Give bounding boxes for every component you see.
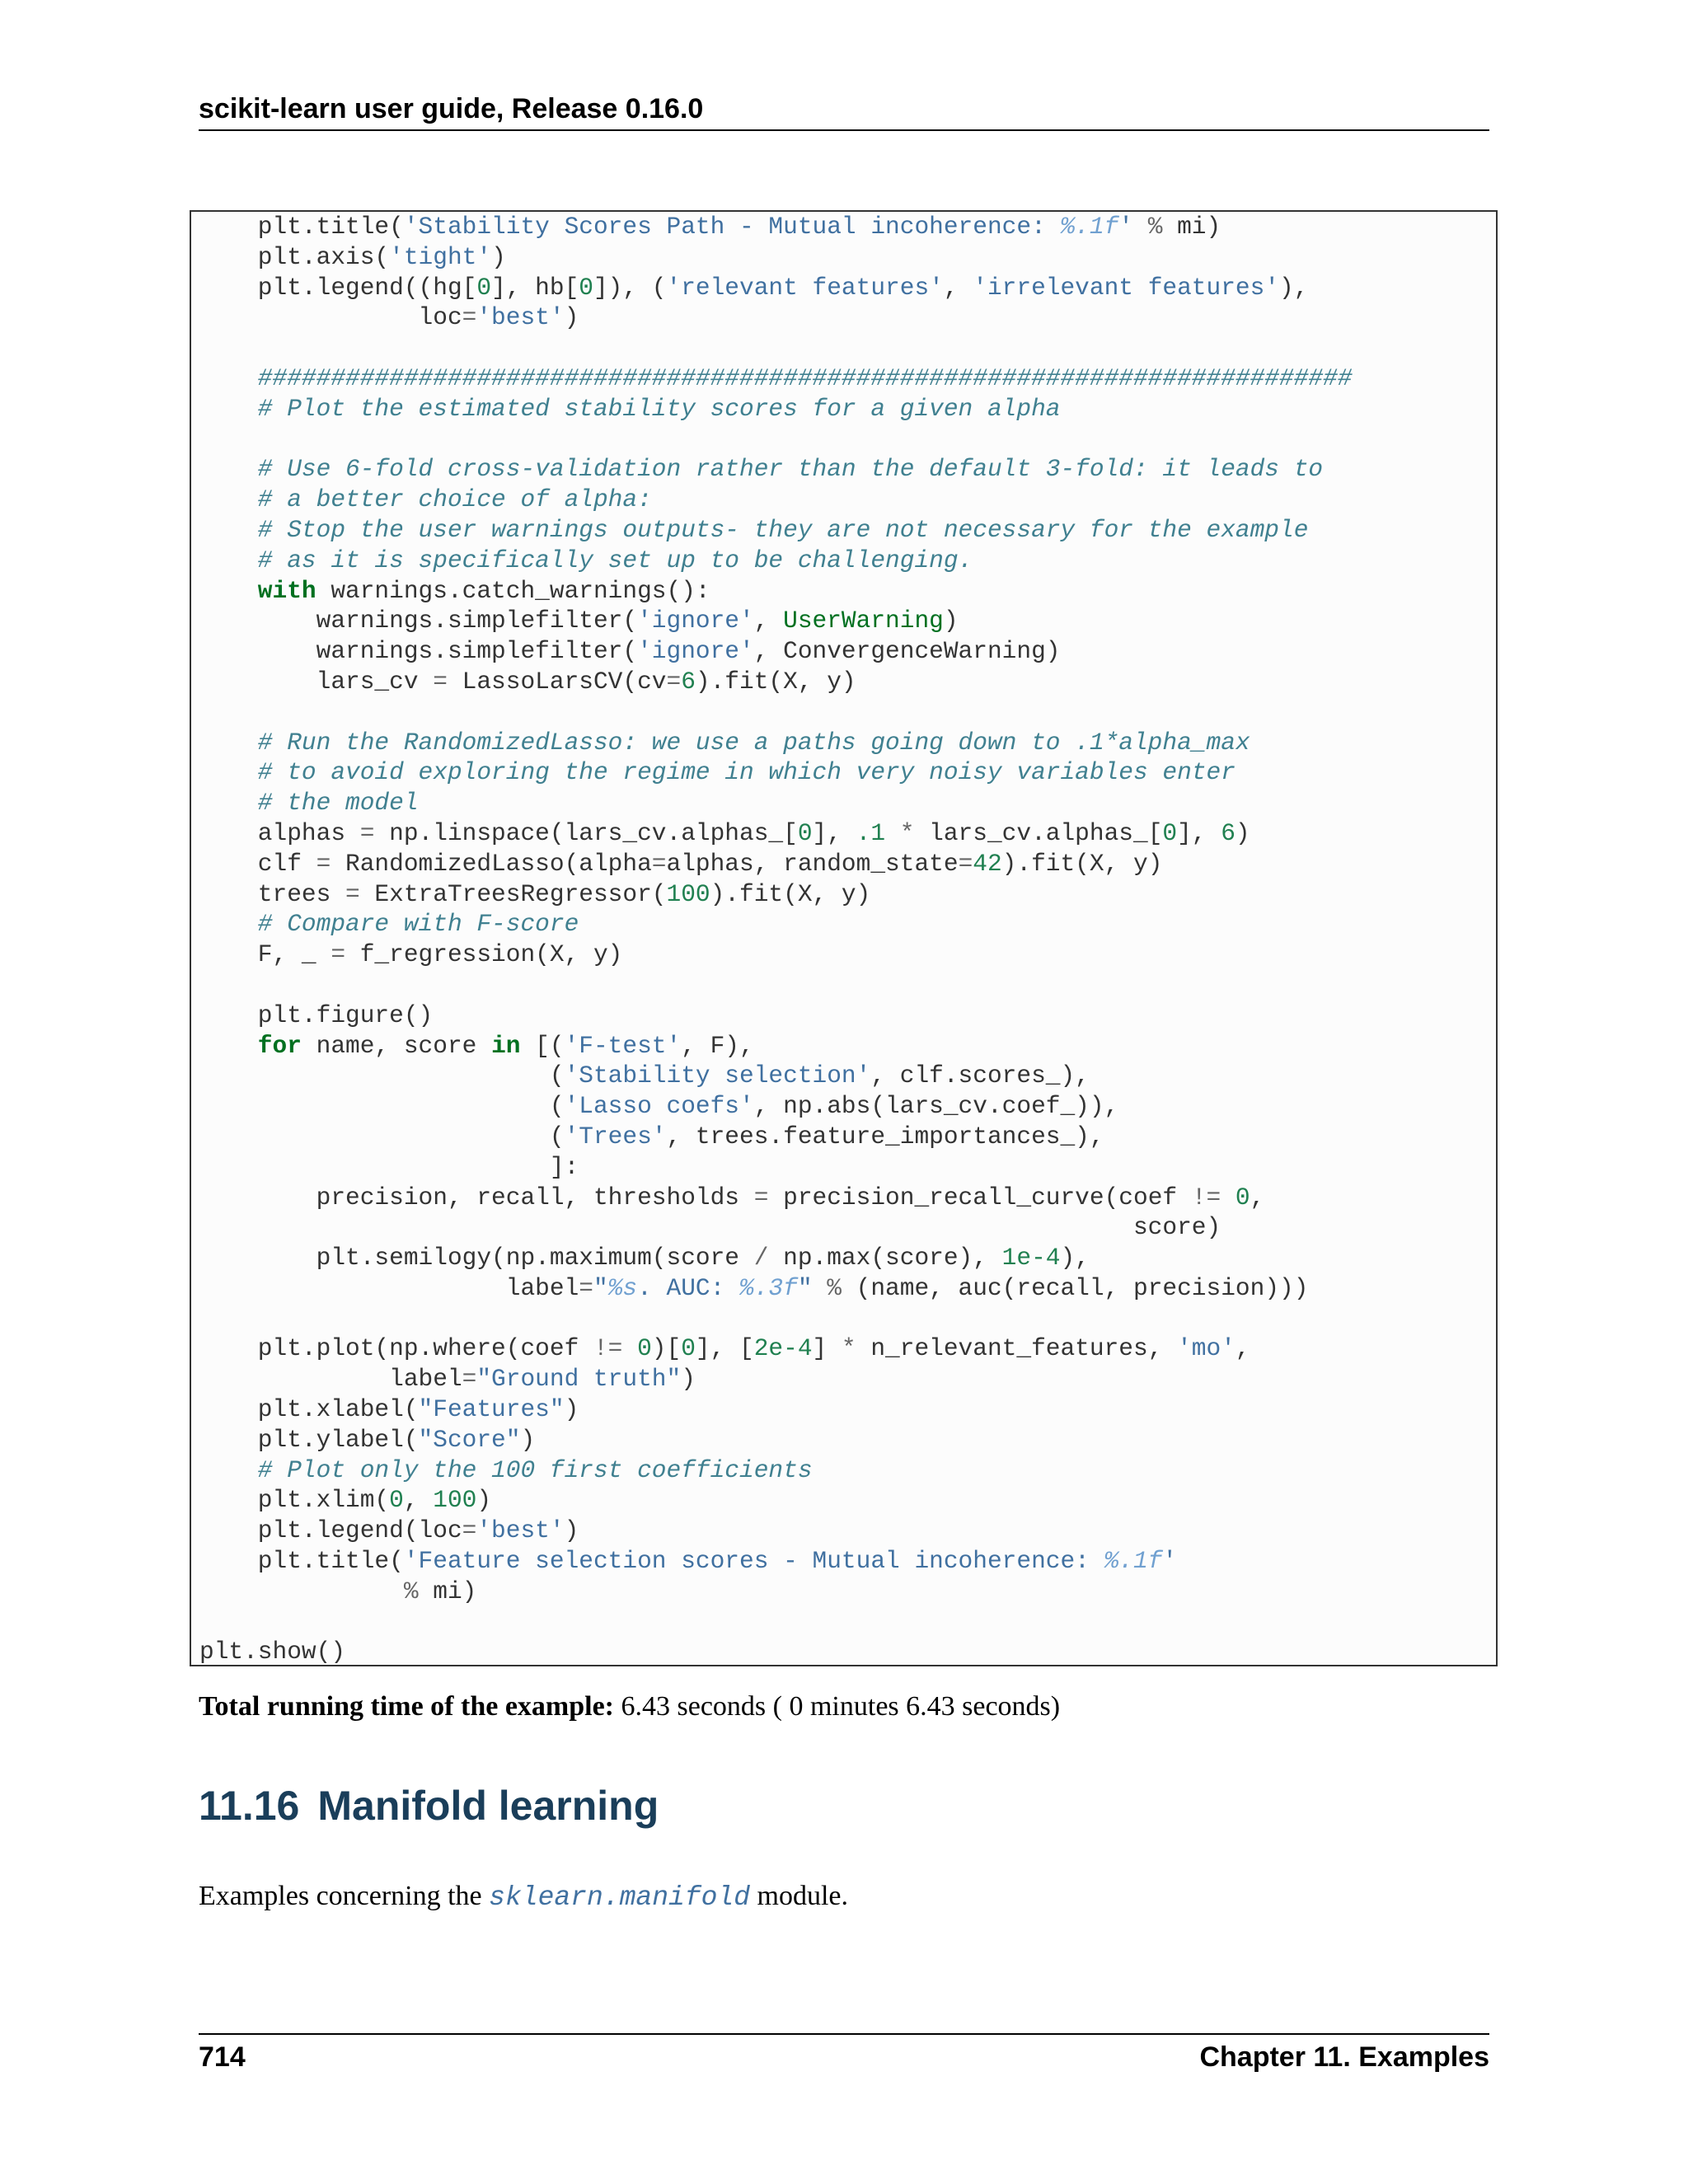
code-token: # a better choice of alpha:	[199, 485, 652, 514]
code-token: plt.show()	[199, 1638, 346, 1666]
code-token: ,	[1250, 1183, 1265, 1212]
running-time-note	[199, 1691, 1060, 1722]
code-token: plt.semilogy(np.maximum(score	[199, 1244, 754, 1272]
code-line	[199, 636, 1353, 667]
code-token: . AUC:	[637, 1273, 740, 1302]
code-token: # as it is specifically set up to be challenging.	[199, 546, 973, 574]
code-token: )	[943, 607, 959, 635]
code-token: , F),	[681, 1031, 754, 1060]
code-token: LassoLarsCV(cv	[447, 667, 667, 696]
code-token: 2e-4	[753, 1334, 813, 1363]
code-token: F, _	[199, 940, 331, 969]
code-token: 0	[1162, 818, 1178, 847]
code-line	[199, 454, 1353, 485]
code-token: "Ground truth"	[476, 1365, 682, 1394]
code-token: ]	[812, 1334, 828, 1363]
code-token: )	[564, 1516, 579, 1545]
code-token: "	[593, 1273, 608, 1302]
code-token: label	[199, 1273, 579, 1302]
code-token: ),	[1060, 1244, 1090, 1272]
code-token: .1	[856, 818, 886, 847]
code-token: 1e-4	[1001, 1244, 1061, 1272]
code-line	[199, 1122, 1353, 1152]
code-line	[199, 1031, 1353, 1062]
code-token: , clf.scores_),	[870, 1062, 1090, 1090]
section-intro-paragraph	[199, 1881, 848, 1913]
code-token: warnings.simplefilter(	[199, 637, 638, 666]
code-token: plt.title(	[199, 213, 404, 241]
code-line	[199, 818, 1353, 849]
code-token: 0	[476, 273, 492, 302]
code-token: precision_recall_curve(coef	[768, 1183, 1192, 1212]
code-token: trees	[199, 879, 346, 908]
code-line	[199, 1001, 1353, 1031]
code-line	[199, 1577, 1353, 1607]
code-token: for	[199, 1031, 302, 1060]
code-token: plt.figure()	[199, 1001, 434, 1029]
section-title: Manifold learning	[317, 1783, 659, 1829]
code-token: 'Feature selection scores - Mutual incoherence:	[403, 1547, 1104, 1576]
code-token: 100	[433, 1486, 477, 1515]
code-token	[622, 1334, 637, 1362]
code-line	[199, 788, 1353, 818]
code-token: 'Trees'	[564, 1122, 667, 1151]
code-token: ,	[1235, 1334, 1250, 1363]
code-token: =	[331, 940, 346, 969]
code-token: %	[1133, 213, 1178, 241]
paragraph-text-after: module.	[750, 1881, 848, 1911]
code-token: %.1f	[1060, 213, 1119, 241]
code-token: 'ignore'	[637, 637, 754, 666]
code-token: ,	[753, 607, 784, 635]
code-line	[199, 1394, 1353, 1425]
code-token: ).fit(X, y)	[710, 879, 871, 908]
code-token: ),	[1279, 273, 1309, 302]
code-token: UserWarning	[783, 607, 944, 635]
code-line	[199, 940, 1353, 970]
code-token: [(	[520, 1031, 565, 1060]
code-token: lars_cv	[199, 667, 434, 696]
code-token: ], hb[	[491, 273, 579, 302]
code-line	[199, 424, 1353, 455]
code-token: 'Stability Scores Path - Mutual incoherence:	[403, 213, 1061, 241]
code-token: )	[1235, 818, 1250, 847]
running-time-value: 6.43 seconds ( 0 minutes 6.43 seconds)	[614, 1691, 1061, 1722]
code-line	[199, 1607, 1353, 1638]
code-token: np.linspace(lars_cv.alphas_[	[374, 818, 798, 847]
code-token: '	[1162, 1547, 1178, 1576]
code-token: )[	[651, 1334, 682, 1363]
code-token: %s	[607, 1273, 638, 1302]
code-token: =	[753, 1183, 769, 1212]
running-header: scikit-learn user guide, Release 0.16.0	[199, 93, 704, 124]
code-token: 'ignore'	[637, 607, 754, 635]
code-line	[199, 273, 1353, 303]
code-token: in	[491, 1031, 521, 1060]
code-token: *	[885, 818, 930, 847]
code-token: (name, auc(recall, precision)))	[856, 1273, 1309, 1302]
code-token: # Plot the estimated stability scores for a given alpha	[199, 394, 1061, 423]
code-token: ,	[403, 1486, 434, 1515]
code-token: !=	[593, 1334, 623, 1363]
code-token: n_relevant_features,	[870, 1334, 1178, 1363]
section-heading	[199, 1782, 659, 1830]
code-token: 'mo'	[1177, 1334, 1236, 1363]
code-line	[199, 909, 1353, 940]
code-token: 'F-test'	[564, 1031, 682, 1060]
code-token: =	[359, 818, 375, 847]
code-line	[199, 1516, 1353, 1546]
code-token: RandomizedLasso(alpha	[331, 849, 652, 878]
code-token: # Compare with F-score	[199, 910, 579, 939]
code-token: warnings.simplefilter(	[199, 607, 638, 635]
chapter-label: Chapter 11. Examples	[1199, 2041, 1489, 2073]
code-token: name, score	[301, 1031, 492, 1060]
code-token: 42	[973, 849, 1002, 878]
code-token: )	[491, 242, 506, 271]
code-line	[199, 606, 1353, 636]
code-token: %.1f	[1104, 1547, 1163, 1576]
code-token: ]), (	[593, 273, 667, 302]
code-token: =	[579, 1273, 593, 1302]
code-token: warnings.catch_warnings():	[316, 576, 710, 605]
code-token: 100	[666, 879, 710, 908]
code-line	[199, 394, 1353, 424]
code-token: clf	[199, 849, 316, 878]
code-line	[199, 333, 1353, 363]
code-token: 6	[1221, 818, 1236, 847]
code-line	[199, 1183, 1353, 1213]
code-token: plt.legend((hg[	[199, 273, 477, 302]
code-token: 'best'	[476, 303, 565, 332]
code-token: ).fit(X, y)	[1001, 849, 1163, 878]
code-listing	[199, 212, 1353, 1667]
code-line	[199, 728, 1353, 758]
paragraph-text-before: Examples concerning the	[199, 1881, 490, 1911]
code-line	[199, 576, 1353, 607]
code-token: alphas	[199, 818, 360, 847]
code-line	[199, 1304, 1353, 1334]
code-token: plt.ylabel(	[199, 1425, 419, 1454]
code-token: =	[651, 849, 667, 878]
code-line	[199, 667, 1353, 697]
code-token: loc	[199, 303, 462, 332]
code-token: %.3f	[739, 1273, 798, 1302]
code-token: # Use 6-fold cross-validation rather than the default 3-fold: it leads to	[199, 455, 1324, 484]
code-token: ###########################################################################	[199, 363, 1353, 392]
code-token: , trees.feature_importances_),	[666, 1122, 1104, 1151]
code-token: # the model	[199, 789, 419, 818]
code-token: 0	[797, 818, 813, 847]
code-token: plt.title(	[199, 1547, 404, 1576]
code-line	[199, 515, 1353, 546]
code-token: 0	[637, 1334, 652, 1363]
code-token: 'Stability selection'	[564, 1062, 871, 1090]
code-token: )	[476, 1486, 492, 1515]
code-line	[199, 757, 1353, 788]
footer-rule	[199, 2033, 1489, 2035]
code-token: plt.plot(np.where(coef	[199, 1334, 593, 1363]
code-token: )	[520, 1425, 536, 1454]
code-token: )	[564, 303, 579, 332]
code-token: =	[345, 879, 360, 908]
code-token: ],	[1177, 818, 1221, 847]
section-number: 11.16	[199, 1783, 300, 1829]
header-rule	[199, 129, 1489, 131]
code-token: lars_cv.alphas_[	[929, 818, 1163, 847]
code-token: , ConvergenceWarning)	[753, 637, 1061, 666]
code-token: "Features"	[418, 1395, 565, 1424]
code-token: =	[462, 1516, 477, 1545]
code-token: )	[681, 1365, 696, 1394]
module-link[interactable]: sklearn.manifold	[489, 1882, 751, 1913]
code-token: plt.xlim(	[199, 1486, 390, 1515]
code-token: 'irrelevant features'	[973, 273, 1280, 302]
code-token: =	[462, 1365, 477, 1394]
code-line	[199, 1152, 1353, 1183]
code-token: ], [	[695, 1334, 754, 1363]
code-token: 0	[579, 273, 593, 302]
code-token: (	[199, 1122, 565, 1151]
code-token: # Stop the user warnings outputs- they are not necessary for the example	[199, 515, 1309, 544]
code-token: 0	[681, 1334, 696, 1363]
code-line	[199, 1061, 1353, 1091]
code-token: # to avoid exploring the regime in which very noisy variables enter	[199, 758, 1236, 787]
code-token: %	[812, 1273, 856, 1302]
code-line	[199, 1212, 1353, 1243]
code-token: =	[433, 667, 448, 696]
code-token: 0	[389, 1486, 404, 1515]
code-line	[199, 849, 1353, 879]
code-line	[199, 1637, 1353, 1667]
code-token: =	[666, 667, 682, 696]
code-token: plt.axis(	[199, 242, 390, 271]
page-number: 714	[199, 2041, 246, 2073]
code-token: /	[753, 1244, 769, 1272]
code-token: # Run the RandomizedLasso: we use a paths going down to .1*alpha_max	[199, 728, 1250, 757]
code-line	[199, 242, 1353, 273]
code-line	[199, 302, 1353, 333]
code-token: !=	[1191, 1183, 1221, 1212]
code-token: f_regression(X, y)	[345, 940, 623, 969]
code-token: plt.legend(loc	[199, 1516, 462, 1545]
code-token: with	[199, 576, 316, 605]
code-line	[199, 1364, 1353, 1394]
code-line	[199, 1425, 1353, 1455]
code-line	[199, 485, 1353, 515]
code-line	[199, 1273, 1353, 1304]
code-token: =	[316, 849, 331, 878]
code-line	[199, 697, 1353, 728]
code-token: "Score"	[418, 1425, 521, 1454]
code-block	[190, 210, 1498, 1666]
code-token: ],	[812, 818, 856, 847]
code-token: , np.abs(lars_cv.coef_)),	[753, 1092, 1119, 1121]
code-token: label	[199, 1365, 462, 1394]
code-token: =	[958, 849, 973, 878]
code-token: ExtraTreesRegressor(	[359, 879, 667, 908]
code-line	[199, 1455, 1353, 1486]
code-line	[199, 1243, 1353, 1273]
code-token: %	[199, 1577, 434, 1605]
code-token: )	[564, 1395, 579, 1424]
code-token: 'relevant features'	[666, 273, 944, 302]
code-token: (	[199, 1092, 565, 1121]
code-line	[199, 363, 1353, 394]
code-line	[199, 546, 1353, 576]
code-token: score)	[199, 1213, 1221, 1242]
code-line	[199, 1091, 1353, 1122]
code-token: # Plot only the 100 first coefficients	[199, 1455, 813, 1484]
code-token: *	[827, 1334, 871, 1363]
code-token: "	[797, 1273, 813, 1302]
code-line	[199, 1333, 1353, 1364]
code-line	[199, 212, 1353, 242]
code-line	[199, 970, 1353, 1001]
code-token: '	[1118, 213, 1133, 241]
code-token: mi)	[433, 1577, 477, 1605]
code-line	[199, 1546, 1353, 1577]
code-token: 6	[681, 667, 696, 696]
code-token: =	[462, 303, 477, 332]
code-token: ).fit(X, y)	[695, 667, 856, 696]
code-token: plt.xlabel(	[199, 1395, 419, 1424]
code-token: 'Lasso coefs'	[564, 1092, 754, 1121]
code-token: np.max(score),	[768, 1244, 1002, 1272]
code-token: alphas, random_state	[666, 849, 959, 878]
code-line	[199, 879, 1353, 910]
code-token: precision, recall, thresholds	[199, 1183, 754, 1212]
code-token: ,	[943, 273, 973, 302]
code-token: 0	[1235, 1183, 1250, 1212]
running-time-label: Total running time of the example:	[199, 1691, 615, 1722]
code-token: ]:	[199, 1152, 579, 1181]
code-token: 'tight'	[389, 242, 492, 271]
code-line	[199, 1485, 1353, 1516]
code-token: mi)	[1177, 213, 1221, 241]
code-token: 'best'	[476, 1516, 565, 1545]
code-token	[1221, 1183, 1236, 1212]
code-token: (	[199, 1062, 565, 1090]
